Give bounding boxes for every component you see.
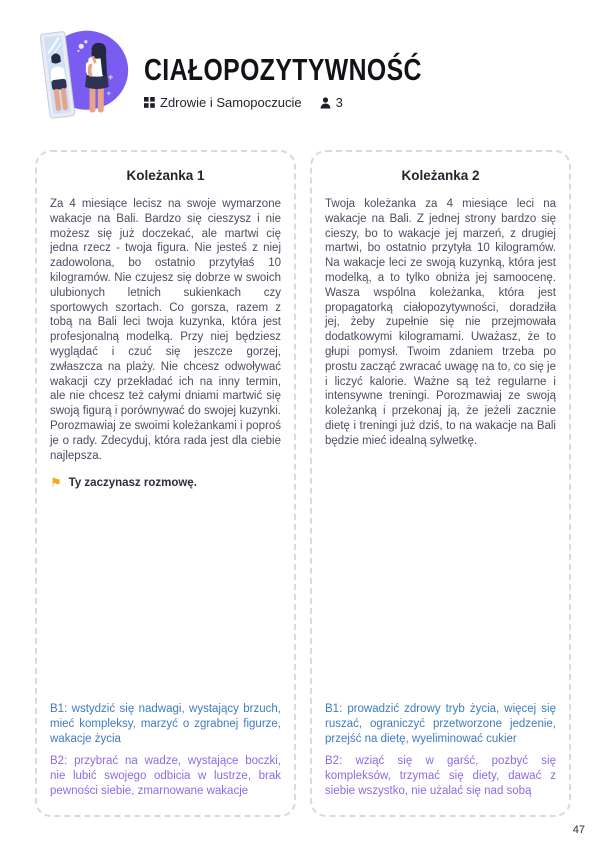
card-kolezanka-1 <box>35 150 296 817</box>
person-icon <box>320 97 331 109</box>
body-positivity-illustration <box>38 27 130 119</box>
conversation-starter-note <box>50 476 281 489</box>
card-body-text: Za 4 miesiące lecisz na swoje wymarzone wakacje na Bali. Bardzo się cieszysz i nie możesz się już doczekać, ale martwi cię jedna rzecz - twoja figura. Nie jesteś z niej zadowolona, bo ostatnio przytyłaś 10 kilogramów. Nie czujesz się dobrze w swoich ulubionych letnich sukienkach czy sportowych szortach. Co gorsza, razem z tobą na Bali leci twoja kuzynka, która jest profesjonalną modelką. Przy niej będziesz wyglądać i czuć się jeszcze gorzej, zwłaszcza na plaży. Nie chcesz odwoływać wakacji czy przekładać ich na inny termin, ale nie chcesz też całymi dniami martwić się swoją figurą i porównywać do swojej kuzynki. Porozmawiaj ze swoimi koleżankami i poproś je o rady. Zdecyduj, która rada jest dla ciebie najlepsza. <box>50 198 281 462</box>
header-text-block <box>144 36 491 110</box>
header-meta <box>144 95 491 110</box>
card-title: Koleżanka 1 <box>126 168 205 183</box>
card-body-text: Twoja koleżanka za 4 miesiące leci na wakacje na Bali. Z jednej strony bardzo się cieszy, bo to wakacje jej marzeń, z drugiej martwi, bo ostatnio przytyła 10 kilogramów. Na wakacje leci ze swoją kuzynką, która jest modelką, a to tylko obniża jej samoocenę. Wasza wspólna koleżanka, która jest propagatorką ciałopozytywności, doradziła jej, żeby zupełnie się nie przejmowała dodatkowymi kilogramami. Uważasz, że to głupi pomysł. Twoim zdaniem trzeba po prostu zacząć zwracać uwagę na to, co się je i liczyć kalorie. Ważne są też regularne i intensywne treningi. Porozmawiaj ze swoją koleżanką i przekonaj ją, że jeżeli zacznie dietę i treningi już dziś, to na wakacje na Bali będzie mieć idealną sylwetkę. <box>325 198 556 447</box>
page-title: CIAŁOPOZYTYWNOŚĆ <box>144 52 422 87</box>
category-grid-icon <box>144 97 155 108</box>
woman-mirror-icon <box>38 27 130 119</box>
vocabulary-hints <box>50 702 281 799</box>
scenario-cards <box>35 150 572 817</box>
hint-b1: B1: wstydzić się nadwagi, wystający brzuch, mieć kompleksy, marzyć o zgrabnej figurze, wakacje życia <box>50 703 281 745</box>
hint-b2: B2: przybrać na wadze, wystające boczki, nie lubić swojego odbicia w lustrze, brak pewności siebie, zmarnowane wakacje <box>50 755 281 797</box>
category-label: Zdrowie i Samopoczucie <box>160 95 302 110</box>
hint-b1: B1: prowadzić zdrowy tryb życia, więcej się ruszać, ograniczyć przetworzone jedzenie, przejść na dietę, wyeliminować cukier <box>325 703 556 745</box>
flag-note-text: Ty zaczynasz rozmowę. <box>68 476 197 489</box>
player-count-group <box>320 95 343 110</box>
page-header <box>38 27 491 119</box>
hint-b2: B2: wziąć się w garść, pozbyć się kompleksów, trzymać się diety, dawać z siebie wszystko, nie użalać się nad sobą <box>325 755 556 797</box>
card-title: Koleżanka 2 <box>401 168 480 183</box>
vocabulary-hints <box>325 702 556 799</box>
player-count: 3 <box>335 95 343 110</box>
flag-icon: ⚑ <box>50 475 62 491</box>
card-kolezanka-2 <box>310 150 571 817</box>
page-number: 47 <box>572 824 585 836</box>
